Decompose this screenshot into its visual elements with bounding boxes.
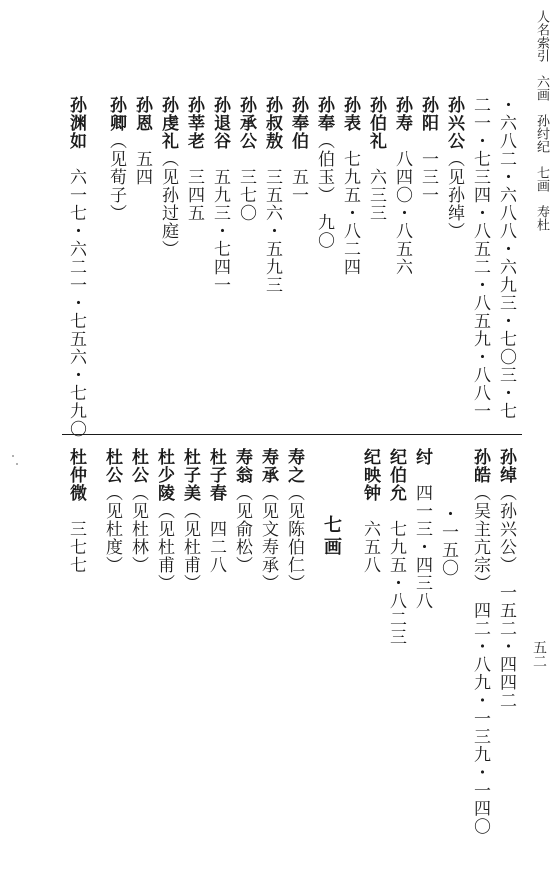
index-entry: [153, 448, 175, 592]
index-entry: [411, 448, 433, 610]
running-header: [533, 10, 549, 370]
index-entry: [235, 96, 257, 222]
index-entry: [205, 448, 227, 574]
entry-name: 孙兴公: [444, 96, 464, 150]
entry-name: 孙卿: [106, 96, 126, 132]
entry-name: 孙莘老: [184, 96, 204, 150]
index-entry: [283, 448, 305, 592]
index-entry: [257, 448, 279, 592]
entry-ref: 三四五: [184, 168, 204, 222]
entry-name: 孙表: [340, 96, 360, 132]
entry-name: 杜公: [128, 448, 148, 484]
index-entry: [101, 448, 123, 574]
index-entry: [313, 96, 335, 250]
entry-ref: 三五六・五九三: [262, 168, 282, 294]
page-number: 五二: [531, 640, 547, 668]
entry-name: 孙退谷: [210, 96, 230, 150]
entry-ref: 四一三・四三八: [412, 484, 432, 610]
entry-ref: （孙兴公） 一五二・四四二: [496, 484, 516, 710]
entry-ref: 三七七: [66, 520, 86, 574]
index-entry: [365, 96, 387, 222]
index-entry: [65, 96, 87, 438]
entry-ref: （见陈伯仁）: [284, 484, 304, 592]
entry-ref: 五一: [288, 168, 308, 204]
entry-name: 孙承公: [236, 96, 256, 150]
entry-ref: （见俞松）: [232, 484, 252, 574]
entry-ref: （见杜甫）: [180, 502, 200, 592]
entry-ref: 七九五・八二四: [340, 150, 360, 276]
continuation-line-2: 二一・七三四・八五二・八五九・八八一: [470, 96, 490, 420]
index-entry: [287, 96, 309, 204]
entry-name: 孙伯礼: [366, 96, 386, 150]
scan-speck: [12, 455, 14, 457]
index-entry: [209, 96, 231, 294]
entry-ref: （见文寿承）: [258, 484, 278, 592]
entry-ref: 四二八: [206, 520, 226, 574]
scan-speck: [16, 463, 18, 465]
entry-ref: （见杜度）: [102, 484, 122, 574]
entry-ref: 六三三: [366, 168, 386, 222]
index-entry: [231, 448, 253, 574]
section-heading: 七画: [321, 515, 342, 559]
entry-name: 杜子美: [180, 448, 200, 502]
index-entry: [443, 96, 465, 240]
entry-ref: 六一七・六二一・七五六・七九〇: [66, 168, 86, 438]
index-entry: [385, 448, 407, 646]
index-entry: [391, 96, 413, 276]
entry-name: 寿翁: [232, 448, 252, 484]
entry-name: 杜少陵: [154, 448, 174, 502]
entry-name: 寿之: [284, 448, 304, 484]
continuation-line: ・一五〇: [438, 505, 458, 577]
entry-name: 孙恩: [132, 96, 152, 132]
entry-name: 杜公: [102, 448, 122, 484]
index-entry: [417, 96, 439, 204]
entry-ref: 七九五・八二三: [386, 520, 406, 646]
continuation-line-1: ・六八二・六八八・六九三・七〇三・七: [496, 96, 516, 420]
entry-name: 孙奉伯: [288, 96, 308, 150]
entry-name: 寿承: [258, 448, 278, 484]
entry-name: 杜仲微: [66, 448, 86, 502]
index-entry: [179, 448, 201, 592]
index-entry: [131, 96, 153, 186]
entry-name: 孙虔礼: [158, 96, 178, 150]
entry-name: 孙皓: [470, 448, 490, 484]
entry-ref: （见荀子）: [106, 132, 126, 222]
entry-ref: 五四: [132, 150, 152, 186]
index-entry: [469, 448, 491, 836]
entry-name: 孙叔敖: [262, 96, 282, 150]
entry-name: 杜子春: [206, 448, 226, 502]
entry-ref: （见孙绰）: [444, 150, 464, 240]
index-entry: [261, 96, 283, 294]
entry-ref: （伯玉） 九〇: [314, 132, 334, 250]
index-entry: [183, 96, 205, 222]
entry-name: 孙奉: [314, 96, 334, 132]
entry-ref: （吴主亢宗） 四二・八九・一三九・一四〇: [470, 484, 490, 836]
entry-name: 纪映钟: [360, 448, 380, 502]
entry-name: 孙阳: [418, 96, 438, 132]
running-title: 人名索引 六画 孙纣纪 七画 寿杜: [534, 10, 549, 231]
entry-name: 孙渊如: [66, 96, 86, 150]
index-entry: [127, 448, 149, 574]
entry-ref: 六五八: [360, 520, 380, 574]
entry-ref: 八四〇・八五六: [392, 150, 412, 276]
entry-name: 孙寿: [392, 96, 412, 132]
entry-ref: 一三一: [418, 150, 438, 204]
entry-ref: 三七〇: [236, 168, 256, 222]
index-entry: [339, 96, 361, 276]
entry-name: 孙绰: [496, 448, 516, 484]
index-entry: [157, 96, 179, 258]
entry-name: 纪伯允: [386, 448, 406, 502]
section-divider: [62, 434, 522, 435]
index-entry: [105, 96, 127, 222]
index-entry: [65, 448, 87, 574]
index-entry: [495, 448, 517, 710]
entry-ref: 五九三・七四一: [210, 168, 230, 294]
index-entry: [359, 448, 381, 574]
entry-ref: （见杜林）: [128, 484, 148, 574]
entry-ref: （见孙过庭）: [158, 150, 178, 258]
entry-name: 纣: [412, 448, 432, 466]
entry-ref: （见杜甫）: [154, 502, 174, 592]
